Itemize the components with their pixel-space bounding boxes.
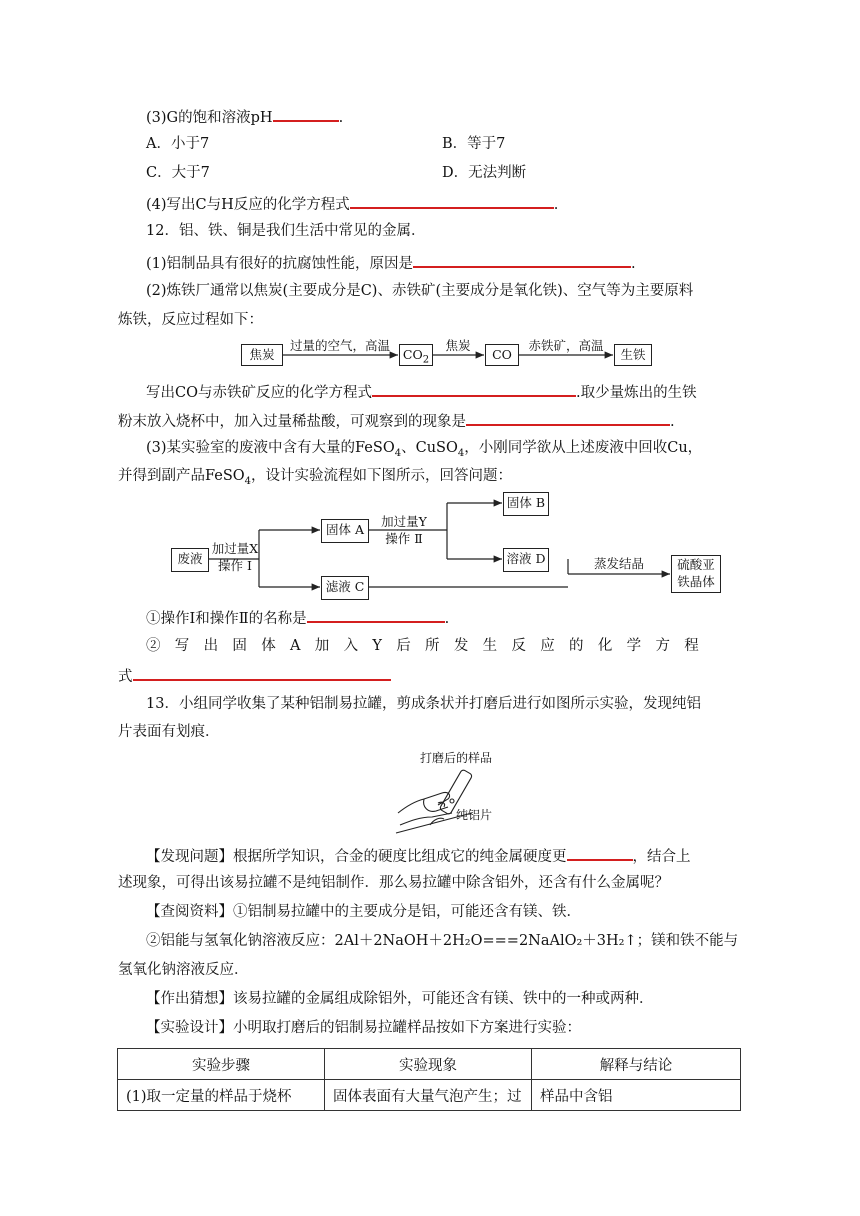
flow-box-co: CO [485,344,519,366]
option-b: B．等于7 [442,136,506,152]
q12-intro: 12．铝、铁、铜是我们生活中常见的金属． [146,223,426,239]
q13-reference-1: 【查阅资料】①铝制易拉罐中的主要成分是铝，可能还含有镁、铁． [146,904,581,920]
flow-box-solid-b: 固体 B [503,492,549,516]
option-a: A．小于7 [146,136,210,152]
q12-part3-line2: 并得到副产品FeSO$_4$，设计实验流程如下图所示，回答问题： [118,468,513,487]
q13-design: 【实验设计】小明取打磨后的铝制易拉罐样品按如下方案进行实验： [146,1020,581,1036]
flow-box-co2: $CO_2$ [399,344,433,366]
flow-box-solid-a: 固体 A [321,519,369,543]
option-d: D．无法判断 [442,165,527,181]
answer-blank[interactable] [307,606,445,623]
flow-label-add-y: 加过量Y [381,514,427,529]
q12-part3-ii-line2: 式 [118,664,391,687]
q13-reference-2: ②铝能与氢氧化钠溶液反应：2Al＋2NaOH＋2H₂O===2NaAlO₂＋3H₂↑；镁和铁不能与 [146,933,739,949]
table-header: 实验现象 [325,1049,532,1080]
q12-part2-phenomenon: 粉末放入烧杯中，加入过量稀盐酸，可观察到的现象是 . [118,409,675,432]
experiment-table [117,1048,741,1111]
flow-box-ferrous-sulfate: 硫酸亚 铁晶体 [671,555,721,593]
q12-part3-line1: (3)某实验室的废液中含有大量的FeSO$_4$、CuSO$_4$，小刚同学欲从上述废液中回收Cu， [146,440,703,459]
q12-part2-line1: (2)炼铁厂通常以焦炭(主要成分是C)、赤铁矿(主要成分是氧化铁)、空气等为主要原料 [146,283,694,299]
flow-label-op2: 操作 Ⅱ [385,531,423,546]
flow-box-solution-d: 溶液 D [503,548,549,572]
flow-box-filtrate-c: 滤液 C [321,576,369,600]
flow-label-evaporate: 蒸发结晶 [593,556,644,571]
figure-label-aluminum: 纯铝片 [455,808,492,822]
table-header-row [118,1049,741,1080]
flow-label-add-x: 加过量X [211,541,259,556]
q11-part4: (4)写出C与H反应的化学方程式 . [146,192,558,215]
q13-intro-line1: 13．小组同学收集了某种铝制易拉罐，剪成条状并打磨后进行如图所示实验，发现纯铝 [146,696,701,712]
q12-part2-eq: 写出CO与赤铁矿反应的化学方程式 .取少量炼出的生铁 [146,380,697,403]
flow-label-air: 过量的空气，高温 [289,338,390,353]
q13-discover-line1: 【发现问题】根据所学知识，合金的硬度比组成它的纯金属硬度更 ，结合上 [146,844,691,867]
table-header: 实验步骤 [118,1049,325,1080]
q13-reference-3: 氢氧化钠溶液反应． [118,962,249,978]
q13-hypothesis: 【作出猜想】该易拉罐的金属组成除铝外，可能还含有镁、铁中的一种或两种． [146,991,654,1007]
flow-label-coke: 焦炭 [445,338,471,353]
flow-box-coke: 焦炭 [241,344,283,366]
q11-part3: (3)G的饱和溶液pH . [146,105,343,128]
figure-label-sample: 打磨后的样品 [419,751,492,765]
q12-part3-i: ①操作Ⅰ和操作Ⅱ的名称是 . [146,606,449,629]
q13-intro-line2: 片表面有划痕． [118,724,220,740]
q12-part3-ii: ②写出固体A加入Y后所发生反应的化学方程 [146,638,714,654]
answer-blank[interactable] [567,844,633,861]
answer-blank[interactable] [133,664,391,681]
table-cell: 样品中含铝 [532,1080,741,1111]
q12-part1: (1)铝制品具有很好的抗腐蚀性能，原因是 . [146,251,636,274]
flow-box-pig-iron: 生铁 [614,344,652,366]
q13-discover-line2: 述现象，可得出该易拉罐不是纯铝制作．那么易拉罐中除含铝外，还含有什么金属呢？ [118,875,669,891]
flow-label-hematite: 赤铁矿，高温 [528,338,604,353]
q12-part2-line2: 炼铁，反应过程如下： [118,312,263,328]
flow2-lines [0,0,860,600]
table-cell: (1)取一定量的样品于烧杯 [118,1080,325,1111]
flow-label-op1: 操作 I [218,558,252,573]
table-cell: 固体表面有大量气泡产生；过 [325,1080,532,1111]
table-row [118,1080,741,1111]
table-header: 解释与结论 [532,1049,741,1080]
option-c: C．大于7 [146,165,210,181]
flow-box-waste: 废液 [171,548,209,572]
hand-scratching-icon [394,765,504,837]
